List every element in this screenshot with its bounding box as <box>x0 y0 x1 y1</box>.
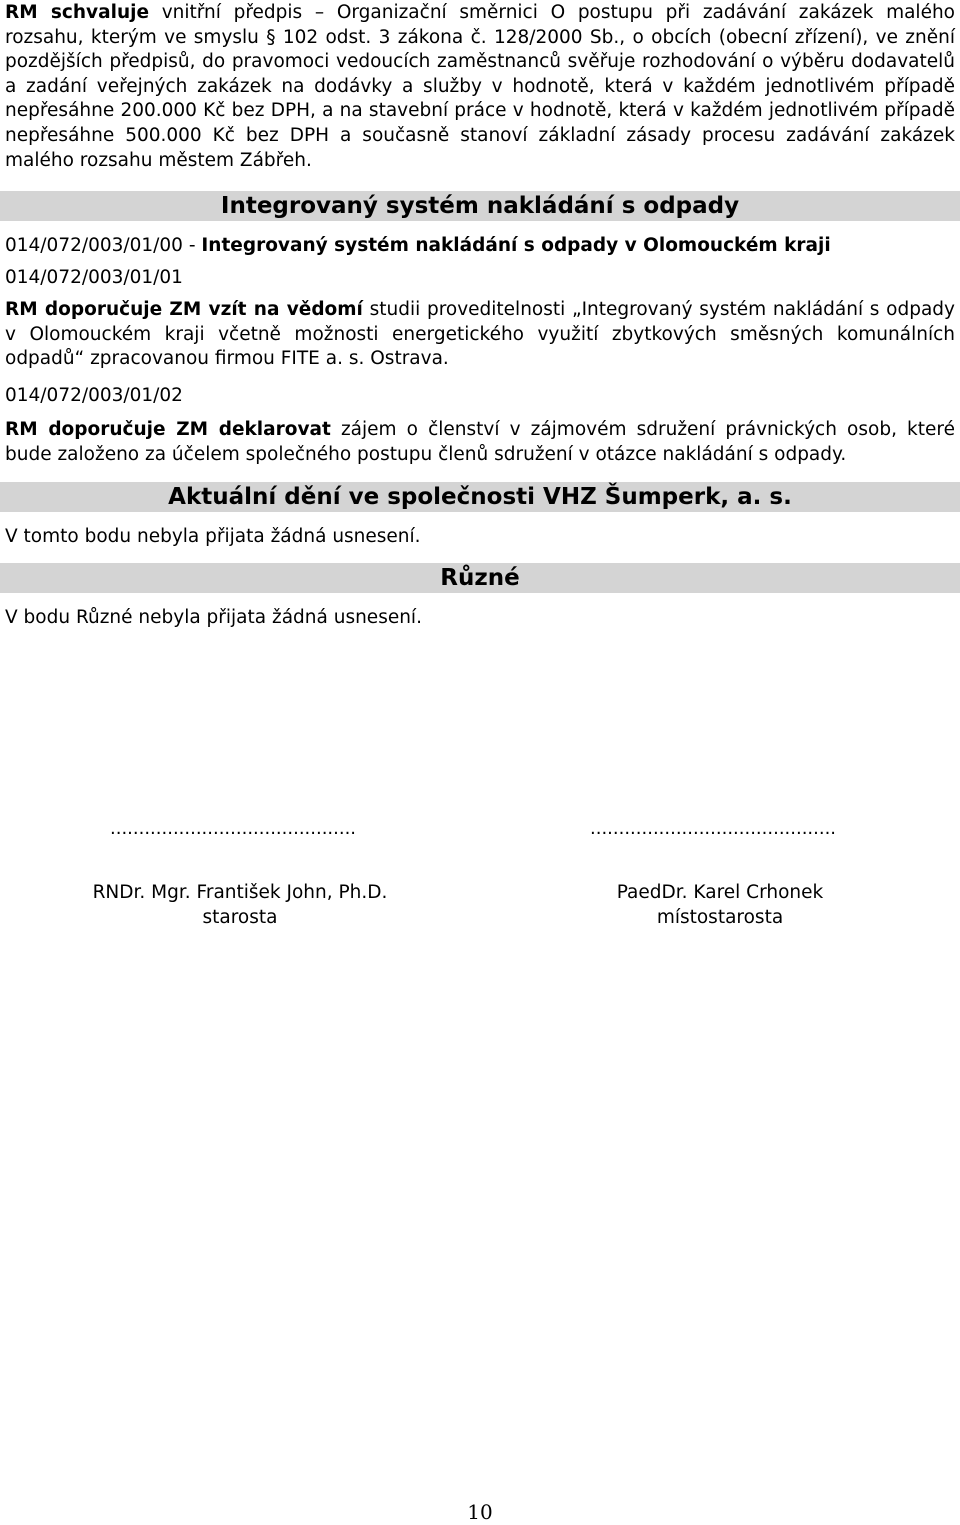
signature-right-name: PaedDr. Karel Crhonek <box>616 882 824 903</box>
resolution-1-text: studii proveditelnosti „Integrovaný systém nakládání s odpady v Olomouckém kraji včetně možnosti energetického využití zbytkových směsných komunálních odpadů“ zpracovanou firmou FITE a. s. Ostrava. <box>5 299 955 370</box>
section-header-vhz: Aktuální dění ve společnosti VHZ Šumperk, a. s. <box>0 482 960 512</box>
signature-left-name: RNDr. Mgr. František John, Ph.D. <box>92 882 388 903</box>
signature-right <box>520 880 920 930</box>
resolution-2 <box>5 418 955 467</box>
resolution-code-1: 014/072/003/01/01 <box>5 267 183 288</box>
page-number: 10 <box>467 1500 493 1524</box>
signature-line-left: ........................................... <box>110 818 357 839</box>
intro-resolution <box>5 0 955 173</box>
signature-right-role: místostarosta <box>656 907 784 928</box>
resolution-1 <box>5 298 955 372</box>
agenda-item-title: Integrovaný systém nakládání s odpady v Olomouckém kraji <box>201 235 831 256</box>
signature-left-role: starosta <box>202 907 278 928</box>
intro-text: vnitřní předpis – Organizační směrnici O postupu při zadávání zakázek malého rozsahu, kterým ve smyslu § 102 odst. 3 zákona č. 128/2000 Sb., o obcích (obecní zřízení), ve znění pozdějších předpisů, do pravomoci vedoucích zaměstnanců svěřuje rozhodování o výběru dodavatelů a zadání veřejných zakázek na dodávky a služby v hodnotě, která v každém jednotlivém případě nepřesáhne 200.000 Kč bez DPH, a na stavební práce v hodnotě, která v každém jednotlivém případě nepřesáhne 500.000 Kč bez DPH a současně stanoví základní zásady procesu zadávání zakázek malého rozsahu městem Zábřeh. <box>5 2 955 171</box>
section-vhz-text: V tomto bodu nebyla přijata žádná usnesení. <box>5 526 421 547</box>
resolution-2-text: zájem o členství v zájmovém sdružení právnických osob, které bude založeno za účelem společného postupu členů sdružení v otázce nakládání s odpady. <box>5 419 955 465</box>
resolution-code-2: 014/072/003/01/02 <box>5 385 183 406</box>
resolution-2-bold: RM doporučuje ZM deklarovat <box>5 419 331 440</box>
intro-bold-lead: RM schvaluje <box>5 2 149 23</box>
section-header-misc: Různé <box>0 563 960 593</box>
agenda-item-code: 014/072/003/01/00 - <box>5 235 202 256</box>
signature-line-right: ........................................... <box>590 818 837 839</box>
document-page <box>5 0 955 173</box>
resolution-1-bold: RM doporučuje ZM vzít na vědomí <box>5 299 363 320</box>
section-header-waste: Integrovaný systém nakládání s odpady <box>0 191 960 221</box>
agenda-item-waste <box>5 234 955 259</box>
signature-left <box>40 880 440 930</box>
section-misc-text: V bodu Různé nebyla přijata žádná usnesení. <box>5 607 422 628</box>
